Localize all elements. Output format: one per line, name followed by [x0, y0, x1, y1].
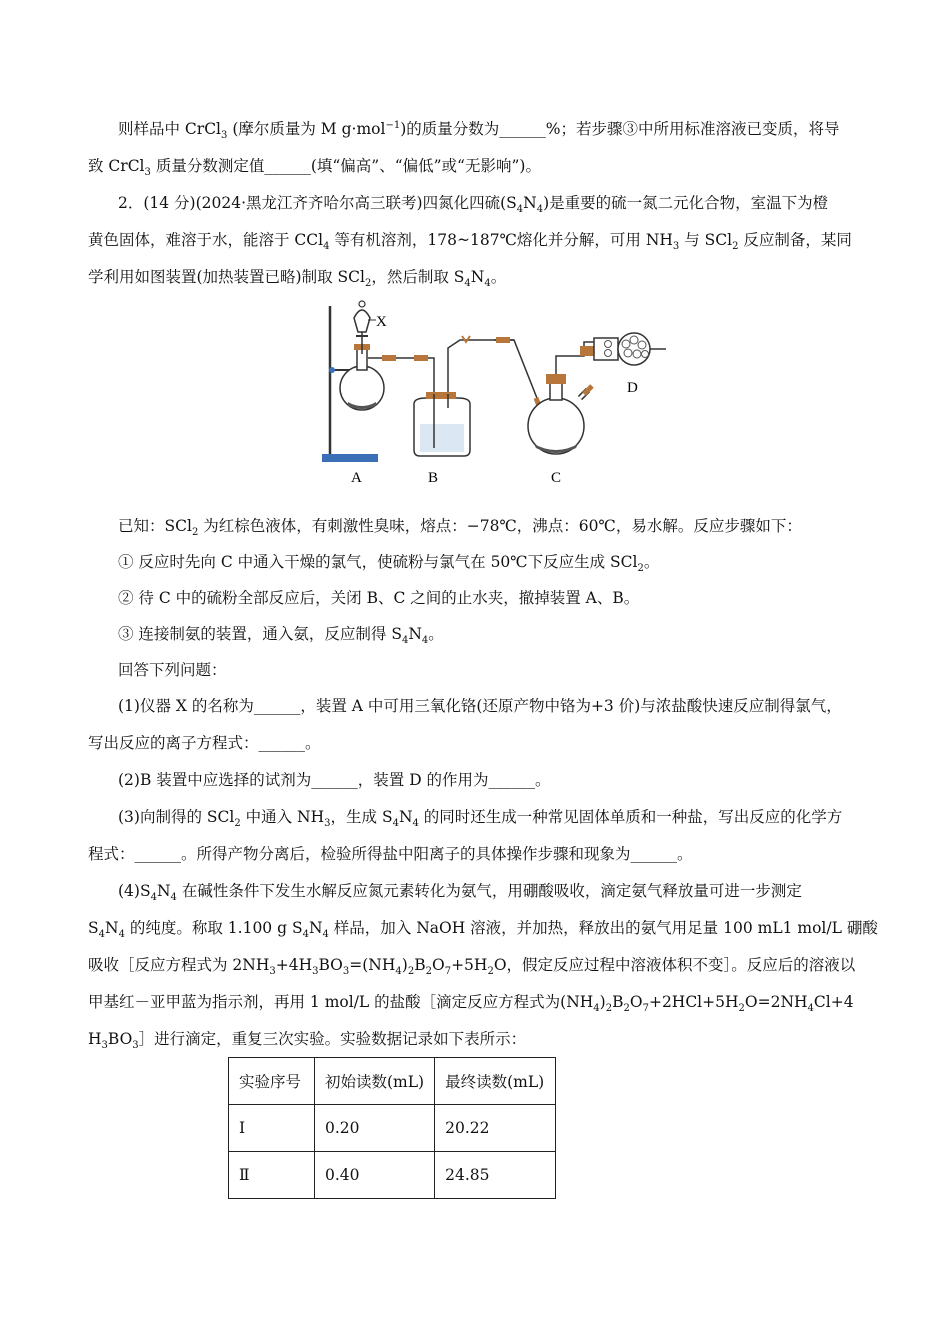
apparatus-figure: [318, 298, 678, 493]
step-3: ③ 连接制氨的装置，通入氨，反应制得 $S_4N_4$。: [118, 625, 444, 647]
text-line: 黄色固体，难溶于水，能溶于 CCl$_4$ 等有机溶剂，178~187℃熔化并分解，可用 $NH_3$ 与 SCl$_2$ 反应制备，某同: [88, 231, 852, 253]
table-row: [229, 1152, 556, 1199]
table-cell: Ⅰ: [229, 1105, 315, 1152]
text-line: 致 CrCl$_3$ 质量分数测定值______(填“偏高”、“偏低”或“无影响”)。: [88, 157, 541, 179]
text-line: $H_3BO_3]$进行滴定，重复三次实验。实验数据记录如下表所示：: [88, 1030, 527, 1052]
known-info: 已知：SCl$_2$ 为红棕色液体，有刺激性臭味，熔点：−78℃，沸点：60℃，易水解。反应步骤如下：: [118, 517, 802, 539]
data-table: [228, 1057, 556, 1199]
text-line: 学利用如图装置(加热装置已略)制取 SCl$_2$，然后制取 $S_4N_4$。: [88, 268, 507, 290]
table-header: 最终读数(mL): [435, 1058, 556, 1105]
step-2: ② 待 C 中的硫粉全部反应后，关闭 B、C 之间的止水夹，撤掉装置 A、B。: [118, 589, 640, 607]
table-cell: 20.22: [435, 1105, 556, 1152]
label-a: A: [351, 470, 362, 486]
washing-bottle-b: [414, 336, 514, 456]
label-x: X: [376, 314, 387, 330]
label-d: D: [627, 380, 638, 396]
answer-prompt: 回答下列问题：: [118, 661, 227, 679]
sub-question-2: (2)B 装置中应选择的试剂为______，装置 D 的作用为______。: [118, 771, 551, 789]
text-line: 吸收［反应方程式为 $2NH_3+4H_3BO_3=(NH_4)_2B_2O_7+5H_2O$，假定反应过程中溶液体积不变］。反应后的溶液以: [88, 956, 856, 978]
table-cell: 0.20: [315, 1105, 435, 1152]
table-header: 初始读数(mL): [315, 1058, 435, 1105]
question-2-stem: 2．(14 分)(2024·黑龙江齐齐哈尔高三联考)四氮化四硫$(S_4N_4)$是重要的硫一氮二元化合物，室温下为橙: [118, 194, 829, 216]
table-header-row: [229, 1058, 556, 1105]
text-line: 则样品中 CrCl$_3$ (摩尔质量为 M g·mol$^{-1}$)的质量分数为______%；若步骤③中所用标准溶液已变质，将导: [118, 119, 840, 142]
table-row: [229, 1105, 556, 1152]
label-c: C: [551, 470, 562, 486]
text-line: 写出反应的离子方程式：______。: [88, 734, 321, 752]
sub-question-4: $(4)S_4N_4$ 在碱性条件下发生水解反应氮元素转化为氨气，用硼酸吸收，滴定氨气释放量可进一步测定: [118, 882, 802, 904]
text-line: 程式：______。所得产物分离后，检验所得盐中阳离子的具体操作步骤和现象为______。: [88, 845, 693, 863]
table-cell: 0.40: [315, 1152, 435, 1199]
text-line: $S_4N_4$ 的纯度。称取 1.100 g $S_4N_4$ 样品，加入 NaOH 溶液，并加热，释放出的氨气用足量 100 mL1 mol/L 硼酸: [88, 919, 878, 941]
table-cell: Ⅱ: [229, 1152, 315, 1199]
table-cell: 24.85: [435, 1152, 556, 1199]
sub-question-1: (1)仪器 X 的名称为______，装置 A 中可用三氧化铬(还原产物中铬为+3 价)与浓盐酸快速反应制得氯气，: [118, 697, 842, 715]
sub-question-3: (3)向制得的 SCl$_2$ 中通入 $NH_3$，生成 $S_4N_4$ 的同时还生成一种常见固体单质和一种盐，写出反应的化学方: [118, 808, 843, 830]
step-1: ① 反应时先向 C 中通入干燥的氯气，使硫粉与氯气在 50℃下反应生成 SCl$_2$。: [118, 553, 660, 575]
label-b: B: [428, 470, 439, 486]
table-header: 实验序号: [229, 1058, 315, 1105]
text-line: 甲基红－亚甲蓝为指示剂，再用 1 mol/L 的盐酸［滴定反应方程式为$(NH_4)_2B_2O_7+2HCl+5H_2O=2NH_4Cl+4$: [88, 993, 854, 1015]
